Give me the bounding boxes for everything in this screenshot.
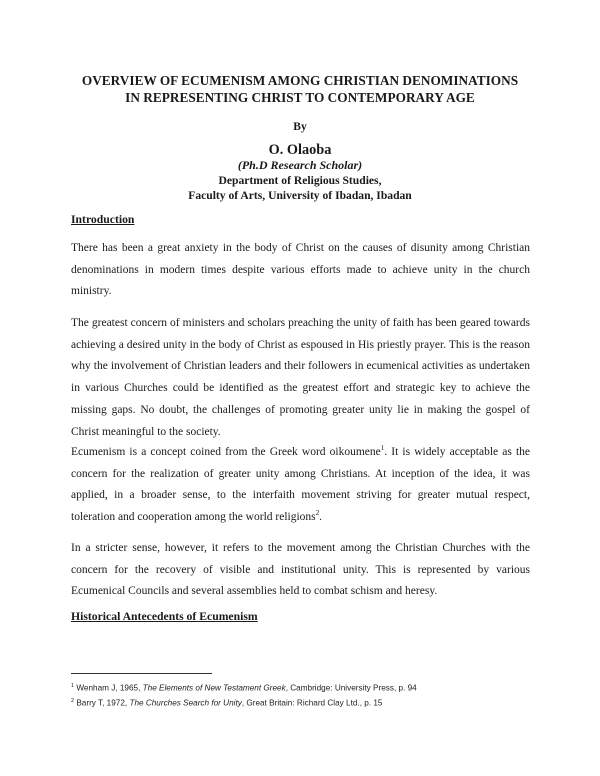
footnote-1-author: Wenham J, 1965, (76, 683, 143, 693)
section-heading-historical: Historical Antecedents of Ecumenism (71, 610, 258, 623)
footnote-2-book-title: The Churches Search for Unity (129, 698, 242, 708)
paragraph-3-text-b: . It is widely acceptable as the concern for the realization of greater unity among Christians. At inception of the idea, it was applied, in a broader sense, to the interfaith movement striving for greater mutual respect, toleration and cooperation among the world religions (71, 446, 531, 524)
author-affiliation (0, 173, 600, 203)
footnote-1-number: 1 (71, 683, 75, 689)
paragraph-3-text-c: . (319, 511, 323, 524)
section-heading-introduction: Introduction (71, 213, 135, 226)
footnotes (71, 680, 541, 710)
footnote-2 (71, 695, 541, 710)
paragraph-3 (71, 442, 530, 529)
paragraph-4: In a stricter sense, however, it refers to the movement among the Christian Churches with the concern for the recovery of visible and institutional unity. This is represented by various Ecumenical Councils and several assemblies held to combat schism and heresy. (71, 542, 530, 598)
footnote-ref-2[interactable]: 2 (315, 509, 320, 518)
author-role: (Ph.D Research Scholar) (237, 158, 363, 172)
footnote-2-number: 2 (71, 698, 75, 705)
author-faculty: Faculty of Arts, University of Ibadan, Ibadan (188, 189, 412, 202)
author-name: O. Olaoba (268, 142, 332, 158)
author-department: Department of Religious Studies, (218, 174, 382, 187)
title-line-2: IN REPRESENTING CHRIST TO CONTEMPORARY AGE (125, 90, 475, 105)
byline: By (293, 121, 307, 133)
paragraph-1: There has been a great anxiety in the body of Christ on the causes of disunity among Christian denominations in modern times despite various efforts made to achieve unity in the church ministry. (71, 242, 530, 298)
paragraph-3-text-a: Ecumenism is a concept coined from the Greek word oikoumene (71, 446, 381, 458)
paragraph-2: The greatest concern of ministers and scholars preaching the unity of faith has been geared towards achieving a desired unity in the body of Christ as espoused in His priestly prayer. This is the reason why the involvement of Christian leaders and their followers in ecumenical activities as undertaken in various Churches could be identified as the greatest effort and strategic key to achieve the missing gaps. No doubt, the challenges of promoting greater unity lie in making the gospel of Christ meaningful to the society. (71, 317, 530, 438)
footnote-2-author: Barry T, 1972, (76, 698, 130, 708)
footnote-divider (71, 673, 212, 674)
footnote-1-publisher: , Cambridge: University Press, p. 94 (285, 683, 417, 693)
footnote-ref-1[interactable]: 1 (380, 444, 385, 453)
paper-title (40, 72, 560, 106)
footnote-2-publisher: , Great Britain: Richard Clay Ltd., p. 15 (241, 698, 383, 708)
footnote-1-book-title: The Elements of New Testament Greek (142, 683, 286, 693)
title-line-1: OVERVIEW OF ECUMENISM AMONG CHRISTIAN DENOMINATIONS (81, 73, 519, 88)
footnote-1 (71, 680, 541, 695)
